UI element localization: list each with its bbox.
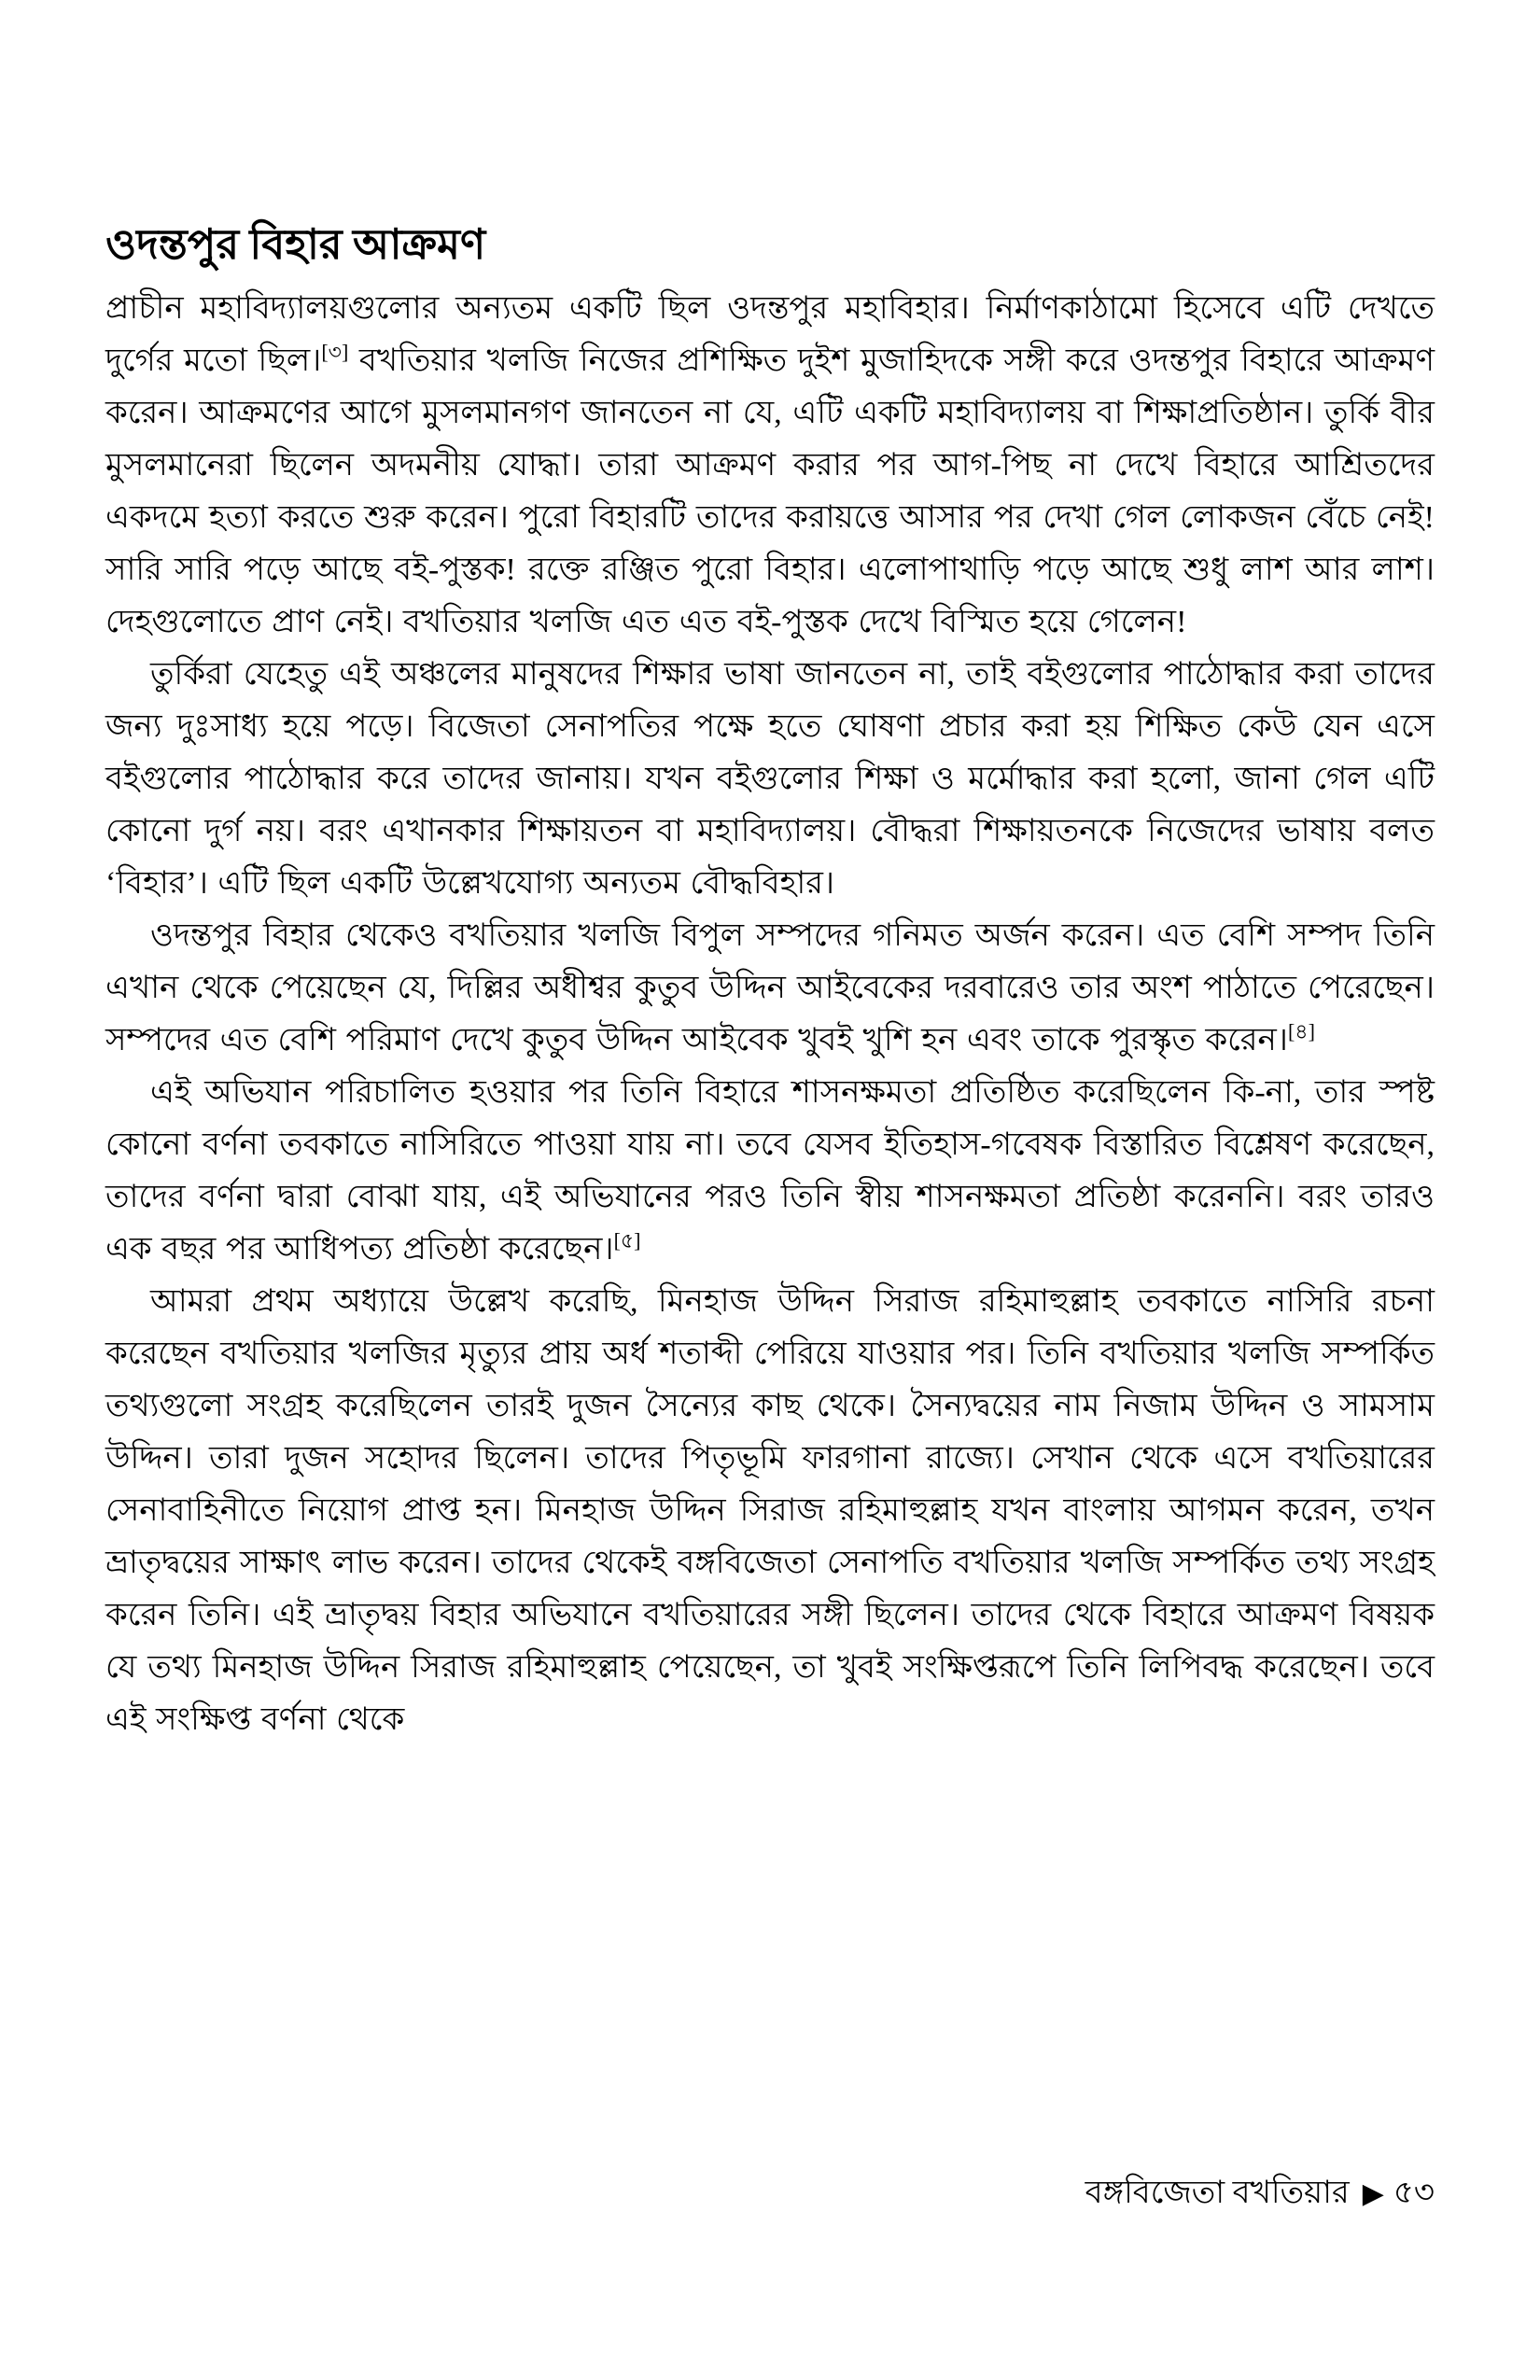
paragraph [105,1067,1435,1276]
paragraph [105,910,1435,1067]
page-body [105,219,1435,1746]
footnote-marker: [৪] [1287,1019,1315,1043]
section-heading: ওদন্তপুর বিহার আক্রমণ [105,221,486,268]
page-footer [1085,2170,1435,2218]
paragraph [105,649,1435,910]
paragraph-text: প্রাচীন মহাবিদ্যালয়গুলোর অন্যতম একটি ছিল ওদন্তপুর মহাবিহার। নির্মাণকাঠামো হিসেবে এটি দেখতে দুর্গের মতো ছিল। [105,291,1435,378]
paragraph [105,1276,1435,1746]
paragraph-text: এই অভিযান পরিচালিত হওয়ার পর তিনি বিহারে শাসনক্ষমতা প্রতিষ্ঠিত করেছিলেন কি-না, তার স্পষ্ট কোনো বর্ণনা তবকাতে নাসিরিতে পাওয়া যায় না। তবে যেসব ইতিহাস-গবেষক বিস্তারিত বিশ্লেষণ করেছেন, তাদের বর্ণনা দ্বারা বোঝা যায়, এই অভিযানের পরও তিনি স্বীয় শাসনক্ষমতা প্রতিষ্ঠা করেননি। বরং তারও এক বছর পর আধিপত্য প্রতিষ্ঠা করেছেন। [105,1075,1435,1267]
paragraphs [105,283,1435,1746]
paragraph-text: আমরা প্রথম অধ্যায়ে উল্লেখ করেছি, মিনহাজ উদ্দিন সিরাজ রহিমাহুল্লাহ তবকাতে নাসিরি রচনা করেছেন বখতিয়ার খলজির মৃত্যুর প্রায় অর্ধ শতাব্দী পেরিয়ে যাওয়ার পর। তিনি বখতিয়ার খলজি সম্পর্কিত তথ্যগুলো সংগ্রহ করেছিলেন তারই দুজন সৈন্যের কাছ থেকে। সৈন্যদ্বয়ের নাম নিজাম উদ্দিন ও সামসাম উদ্দিন। তারা দুজন সহোদর ছিলেন। তাদের পিতৃভূমি ফারগানা রাজ্যে। সেখান থেকে এসে বখতিয়ারের সেনাবাহিনীতে নিয়োগ প্রাপ্ত হন। মিনহাজ উদ্দিন সিরাজ রহিমাহুল্লাহ যখন বাংলায় আগমন করেন, তখন ভ্রাতৃদ্বয়ের সাক্ষাৎ লাভ করেন। তাদের থেকেই বঙ্গবিজেতা সেনাপতি বখতিয়ার খলজি সম্পর্কিত তথ্য সংগ্রহ করেন তিনি। এই ভ্রাতৃদ্বয় বিহার অভিযানে বখতিয়ারের সঙ্গী ছিলেন। তাদের থেকে বিহারে আক্রমণ বিষয়ক যে তথ্য মিনহাজ উদ্দিন সিরাজ রহিমাহুল্লাহ পেয়েছেন, তা খুবই সংক্ষিপ্তরূপে তিনি লিপিবদ্ধ করেছেন। তবে এই সংক্ষিপ্ত বর্ণনা থেকে [105,1284,1435,1737]
footnote-marker: [৩] [321,340,349,364]
paragraph [105,283,1435,649]
paragraph-text: ওদন্তপুর বিহার থেকেও বখতিয়ার খলজি বিপুল সম্পদের গনিমত অর্জন করেন। এত বেশি সম্পদ তিনি এখান থেকে পেয়েছেন যে, দিল্লির অধীশ্বর কুতুব উদ্দিন আইবেকের দরবারেও তার অংশ পাঠাতে পেরেছেন। সম্পদের এত বেশি পরিমাণ দেখে কুতুব উদ্দিন আইবেক খুবই খুশি হন এবং তাকে পুরস্কৃত করেন। [105,918,1435,1057]
paragraph-text: বখতিয়ার খলজি নিজের প্রশিক্ষিত দুইশ মুজাহিদকে সঙ্গী করে ওদন্তপুর বিহারে আক্রমণ করেন। আক্রমণের আগে মুসলমানগণ জানতেন না যে, এটি একটি মহাবিদ্যালয় বা শিক্ষাপ্রতিষ্ঠান। তুর্কি বীর মুসলমানেরা ছিলেন অদমনীয় যোদ্ধা। তারা আক্রমণ করার পর আগ-পিছ না দেখে বিহারে আশ্রিতদের একদমে হত্যা করতে শুরু করেন। পুরো বিহারটি তাদের করায়ত্তে আসার পর দেখা গেল লোকজন বেঁচে নেই! সারি সারি পড়ে আছে বই-পুস্তক! রক্তে রঞ্জিত পুরো বিহার। এলোপাথাড়ি পড়ে আছে শুধু লাশ আর লাশ। দেহগুলোতে প্রাণ নেই। বখতিয়ার খলজি এত এত বই-পুস্তক দেখে বিস্মিত হয়ে গেলেন! [105,343,1435,639]
footnote-marker: [৫] [613,1228,641,1253]
footer-book-title: বঙ্গবিজেতা বখতিয়ার [1085,2176,1350,2210]
triangle-right-icon: ▶ [1362,2177,1384,2210]
paragraph-text: তুর্কিরা যেহেতু এই অঞ্চলের মানুষদের শিক্ষার ভাষা জানতেন না, তাই বইগুলোর পাঠোদ্ধার করা তাদের জন্য দুঃসাধ্য হয়ে পড়ে। বিজেতা সেনাপতির পক্ষে হতে ঘোষণা প্রচার করা হয় শিক্ষিত কেউ যেন এসে বইগুলোর পাঠোদ্ধার করে তাদের জানায়। যখন বইগুলোর শিক্ষা ও মর্মোদ্ধার করা হলো, জানা গেল এটি কোনো দুর্গ নয়। বরং এখানকার শিক্ষায়তন বা মহাবিদ্যালয়। বৌদ্ধরা শিক্ষায়তনকে নিজেদের ভাষায় বলত ‘বিহার’। এটি ছিল একটি উল্লেখযোগ্য অন্যতম বৌদ্ধবিহার। [105,657,1435,901]
footer-page-number: ৫৩ [1393,2176,1435,2210]
